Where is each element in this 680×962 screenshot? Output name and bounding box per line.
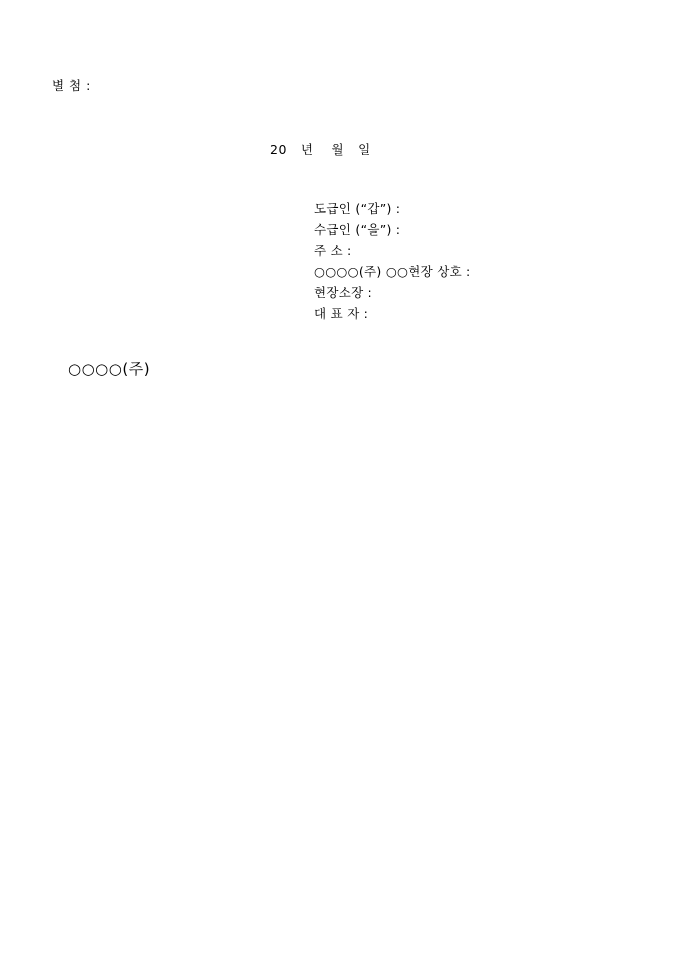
signature-label: 수급인 (“을”) <box>314 222 392 237</box>
signature-row-subcontractor <box>314 219 471 240</box>
date-year-unit: 년 <box>300 142 314 157</box>
signature-row-address <box>314 240 471 261</box>
signature-label: 현장소장 <box>314 285 364 300</box>
signature-colon: : <box>395 201 401 216</box>
signature-label: 도급인 (“갑”) <box>314 201 392 216</box>
signature-label: 주 소 <box>314 243 344 258</box>
signature-row-representative <box>314 303 471 324</box>
date-day-unit: 일 <box>358 142 371 157</box>
signature-colon: : <box>347 243 352 258</box>
signature-colon: : <box>466 264 471 279</box>
company-name: ○○○○(주) <box>68 360 151 378</box>
signature-row-site-manager <box>314 282 471 303</box>
signature-colon: : <box>363 306 369 321</box>
date-line <box>270 140 371 158</box>
signature-colon: : <box>395 222 401 237</box>
date-year-prefix: 20 <box>270 142 287 157</box>
signature-row-site-company <box>314 261 471 282</box>
attachment-label: 별 첨 : <box>52 78 91 93</box>
signature-label: ○○○○(주) ○○현장 상호 <box>314 264 463 279</box>
signature-block <box>314 198 471 324</box>
signature-label: 대 표 자 <box>314 306 360 321</box>
signature-colon: : <box>367 285 373 300</box>
signature-row-contractor <box>314 198 471 219</box>
date-month-unit: 월 <box>331 142 345 157</box>
